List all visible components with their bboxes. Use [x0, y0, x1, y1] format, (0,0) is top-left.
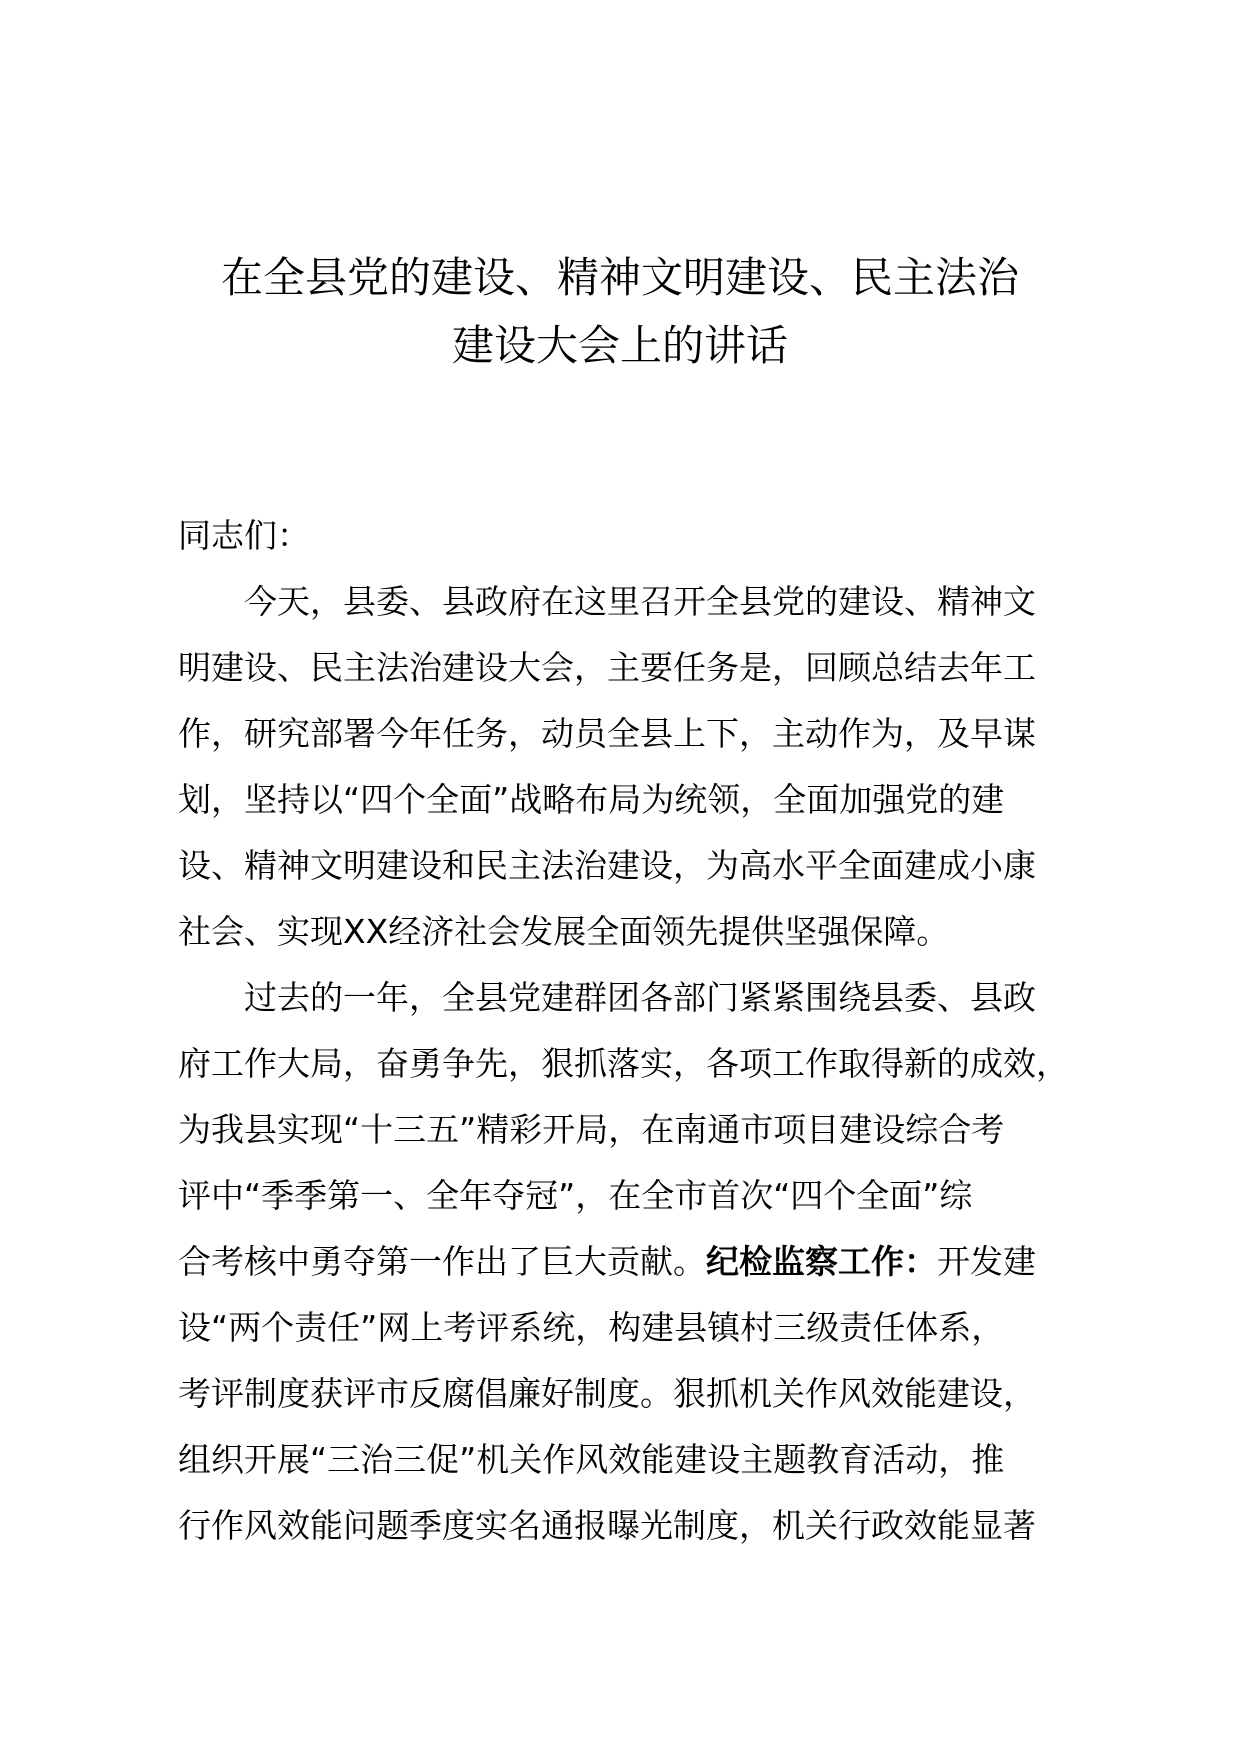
paragraph-2-line-6: 设“两个责任”网上考评系统，构建县镇村三级责任体系，: [178, 1308, 1005, 1347]
paragraph-2-line-1: 过去的一年，全县党建群团各部门紧紧围绕县委、县政: [244, 978, 1036, 1017]
paragraph-2-line-5: [178, 1229, 1036, 1295]
document-title-line-2: 建设大会上的讲话: [451, 321, 788, 370]
paragraph-1-line-4: 划，坚持以“四个全面”战略布局为统领，全面加强党的建: [178, 780, 1005, 819]
paragraph-1-line-1: 今天，县委、县政府在这里召开全县党的建设、精神文: [244, 582, 1036, 621]
paragraph-2-line-3: 为我县实现“十三五”精彩开局，在南通市项目建设综合考: [178, 1110, 1005, 1149]
paragraph-2-line-5-tail: 开发建: [937, 1242, 1036, 1281]
paragraph-2-line-5-text: 合考核中勇夺第一作出了巨大贡献。: [178, 1242, 706, 1281]
section-heading-discipline-inspection: 纪检监察工作：: [706, 1242, 937, 1281]
paragraph-2-line-2: 府工作大局，奋勇争先，狠抓落实，各项工作取得新的成效，: [178, 1044, 1069, 1083]
paragraph-2-line-8: 组织开展“三治三促”机关作风效能建设主题教育活动，推: [178, 1440, 1005, 1479]
paragraph-2-line-9: 行作风效能问题季度实名通报曝光制度，机关行政效能显著: [178, 1506, 1036, 1545]
paragraph-1-line-6: 社会、实现XX经济社会发展全面领先提供坚强保障。: [178, 912, 950, 951]
paragraph-2-line-7: 考评制度获评市反腐倡廉好制度。狠抓机关作风效能建设，: [178, 1374, 1036, 1413]
salutation: 同志们：: [178, 516, 310, 555]
paragraph-1-line-2: 明建设、民主法治建设大会，主要任务是，回顾总结去年工: [178, 648, 1036, 687]
paragraph-1-line-3: 作，研究部署今年任务，动员全县上下，主动作为，及早谋: [178, 714, 1036, 753]
document-title-line-1: 在全县党的建设、精神文明建设、民主法治: [220, 253, 1019, 302]
paragraph-1-line-5: 设、精神文明建设和民主法治建设，为高水平全面建成小康: [178, 846, 1036, 885]
paragraph-2-line-4: 评中“季季第一、全年夺冠”，在全市首次“四个全面”综: [178, 1176, 973, 1215]
